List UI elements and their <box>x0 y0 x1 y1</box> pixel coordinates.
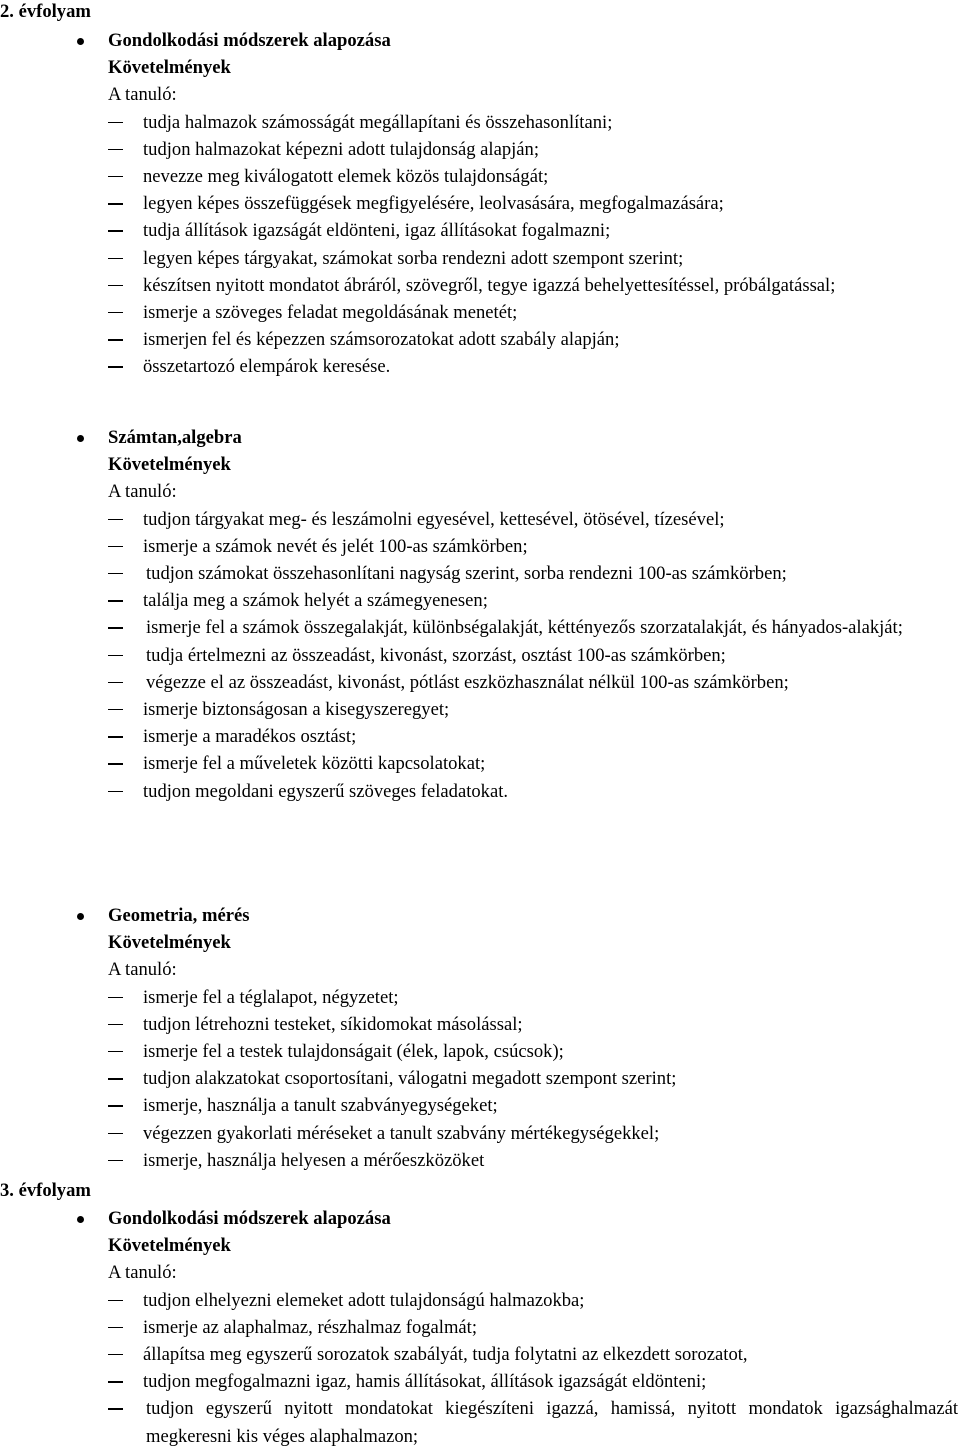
dash-icon <box>108 1160 123 1161</box>
dash-icon <box>108 1327 123 1328</box>
list-item-text: tudjon halmazokat képezni adott tulajdonság alapján; <box>143 138 540 160</box>
list-item <box>0 614 960 641</box>
list-item <box>0 642 960 669</box>
list-item-text: tudjon elhelyezni elemeket adott tulajdonságú halmazokba; <box>143 1289 585 1311</box>
dash-icon <box>108 203 123 204</box>
list-item-text: ismerje, használja a tanult szabványegységeket; <box>143 1095 498 1117</box>
learner-label: A tanuló: <box>108 84 177 106</box>
list-item-text: tudjon megfogalmazni igaz, hamis állításokat, állítások igazságát eldönteni; <box>143 1371 707 1393</box>
dash-icon <box>108 258 123 259</box>
list-item <box>0 1011 960 1038</box>
list-item-text: ismerje fel a téglalapot, négyzetet; <box>143 986 399 1008</box>
dash-icon <box>108 1078 123 1079</box>
list-item-text: ismerje fel a számok összegalakját, különbségalakját, kéttényezős szorzatalakját, és hányados-alakját; <box>146 617 903 639</box>
list-item <box>0 1065 960 1092</box>
dash-icon <box>108 600 123 601</box>
section-arithmetic-algebra <box>0 424 960 805</box>
list-item <box>0 1287 960 1314</box>
list-item <box>0 533 960 560</box>
list-item <box>0 163 960 190</box>
dash-icon <box>108 519 123 520</box>
dash-icon <box>108 339 123 340</box>
list-item <box>0 1368 960 1395</box>
learner-label: A tanuló: <box>108 1262 177 1284</box>
list-item-text: ismerje, használja helyesen a mérőeszközöket <box>143 1149 485 1171</box>
list-item <box>0 190 960 217</box>
list-item <box>0 272 960 299</box>
list-item-text: tudjon tárgyakat meg- és leszámolni egyesével, kettesével, ötösével, tízesével; <box>143 508 725 530</box>
list-item-text: végezze el az összeadást, kivonást, pótlást eszközhasználat nélkül 100-as számkörben; <box>146 671 789 693</box>
grade-title: 2. évfolyam <box>0 1 91 22</box>
list-item <box>0 1038 960 1065</box>
list-item-text: tudja értelmezni az összeadást, kivonást, szorzást, osztást 100-as számkörben; <box>146 644 726 666</box>
section-heading: Geometria, mérés <box>108 905 250 926</box>
dash-icon <box>108 1133 123 1134</box>
dash-icon <box>108 366 123 367</box>
requirements-label: Követelmények <box>108 454 231 476</box>
list-item-text: ismerje az alaphalmaz, részhalmaz fogalmát; <box>143 1316 477 1338</box>
dash-icon <box>108 763 123 764</box>
section-heading-row <box>0 424 960 451</box>
dash-icon <box>108 1354 123 1355</box>
list-item-text: ismerje biztonságosan a kisegyszeregyet; <box>143 699 450 721</box>
dash-icon <box>108 1051 123 1052</box>
list-item <box>0 723 960 750</box>
section-heading-row <box>0 902 960 929</box>
bullet-icon <box>70 902 90 929</box>
requirements-label: Követelmények <box>108 1235 231 1257</box>
section-thinking-methods-grade3 <box>0 1205 960 1450</box>
list-item-text: tudjon számokat összehasonlítani nagyság szerint, sorba rendezni 100-as számkörben; <box>146 563 787 585</box>
requirements-label: Követelmények <box>108 57 231 79</box>
list-item-text: legyen képes tárgyakat, számokat sorba rendezni adott szempont szerint; <box>143 247 684 269</box>
dash-icon <box>108 709 123 710</box>
list-item <box>0 506 960 533</box>
bullet-icon <box>70 27 90 54</box>
list-item-text: összetartozó elempárok keresése. <box>143 356 391 378</box>
list-item <box>0 984 960 1011</box>
section-heading: Gondolkodási módszerek alapozása <box>108 1208 391 1229</box>
bullet-icon <box>70 424 90 451</box>
list-item-text: készítsen nyitott mondatot ábráról, szövegről, tegye igazzá behelyettesítéssel, próbálgatással; <box>143 274 836 296</box>
dash-icon <box>108 312 123 313</box>
list-item-text: ismerje a maradékos osztást; <box>143 726 357 748</box>
list-item <box>0 326 960 353</box>
list-item-text: tudjon alakzatokat csoportosítani, válogatni megadott szempont szerint; <box>143 1068 677 1090</box>
list-item-text: ismerje fel a testek tulajdonságait (élek, lapok, csúcsok); <box>143 1041 564 1063</box>
list-item <box>0 353 960 380</box>
list-item-text: nevezze meg kiválogatott elemek közös tulajdonságát; <box>143 166 549 188</box>
list-item-text: legyen képes összefüggések megfigyelésére, leolvasására, megfogalmazására; <box>143 193 724 215</box>
dash-icon <box>108 176 123 177</box>
list-item-text: állapítsa meg egyszerű sorozatok szabályát, tudja folytatni az elkezdett sorozatot, <box>143 1344 748 1366</box>
section-geometry-measurement <box>0 902 960 1174</box>
dash-icon <box>108 1381 123 1382</box>
dash-icon <box>108 791 123 792</box>
dash-icon <box>108 1105 123 1106</box>
list-item-text: tudjon megoldani egyszerű szöveges feladatokat. <box>143 780 509 802</box>
list-item-text: ismerje a szöveges feladat megoldásának menetét; <box>143 302 518 324</box>
dash-icon <box>108 627 123 628</box>
list-item <box>0 217 960 244</box>
list-item <box>0 696 960 723</box>
list-item <box>0 1314 960 1341</box>
learner-label: A tanuló: <box>108 481 177 503</box>
list-item-text: végezzen gyakorlati méréseket a tanult szabvány mértékegységekkel; <box>143 1122 660 1144</box>
bullet-icon <box>70 1205 90 1232</box>
dash-icon <box>108 997 123 998</box>
section-heading: Gondolkodási módszerek alapozása <box>108 30 391 51</box>
list-item <box>0 750 960 777</box>
section-heading: Számtan,algebra <box>108 427 242 448</box>
list-item-text: tudjon egyszerű nyitott mondatokat kiegészíteni igazzá, hamissá, nyitott mondatok igazsághalmazát megkeresni kis véges alaphalmazon; <box>146 1398 958 1447</box>
list-item-text: ismerje a számok nevét és jelét 100-as számkörben; <box>143 535 528 557</box>
dash-icon <box>108 682 123 683</box>
list-item <box>0 1120 960 1147</box>
learner-label: A tanuló: <box>108 959 177 981</box>
dash-icon <box>108 546 123 547</box>
grade-title: 3. évfolyam <box>0 1180 91 1201</box>
dash-icon <box>108 1300 123 1301</box>
list-item <box>0 109 960 136</box>
dash-icon <box>108 230 123 231</box>
list-item <box>0 560 960 587</box>
list-item <box>0 669 960 696</box>
list-item-text: ismerje fel a műveletek közötti kapcsolatokat; <box>143 753 486 775</box>
list-item <box>0 1147 960 1174</box>
dash-icon <box>108 149 123 150</box>
dash-icon <box>108 1024 123 1025</box>
list-item <box>0 587 960 614</box>
list-item <box>0 136 960 163</box>
section-heading-row <box>0 27 960 54</box>
dash-icon <box>108 285 123 286</box>
list-item-text: tudja állítások igazságát eldönteni, igaz állításokat fogalmazni; <box>143 220 611 242</box>
dash-icon <box>108 122 123 123</box>
list-item-text: találja meg a számok helyét a számegyenesen; <box>143 590 488 612</box>
list-item <box>0 1092 960 1119</box>
list-item <box>0 299 960 326</box>
section-thinking-methods <box>0 27 960 381</box>
dash-icon <box>108 736 123 737</box>
requirements-label: Követelmények <box>108 932 231 954</box>
list-item-text: tudja halmazok számosságát megállapítani és összehasonlítani; <box>143 111 613 133</box>
section-heading-row <box>0 1205 960 1232</box>
list-item-text: ismerjen fel és képezzen számsorozatokat adott szabály alapján; <box>143 329 620 351</box>
list-item <box>0 1341 960 1368</box>
dash-icon <box>108 573 123 574</box>
dash-icon <box>108 655 123 656</box>
list-item <box>0 245 960 272</box>
list-item-text: tudjon létrehozni testeket, síkidomokat másolással; <box>143 1013 523 1035</box>
dash-icon <box>108 1408 123 1409</box>
list-item <box>0 778 960 805</box>
list-item <box>0 1395 960 1449</box>
